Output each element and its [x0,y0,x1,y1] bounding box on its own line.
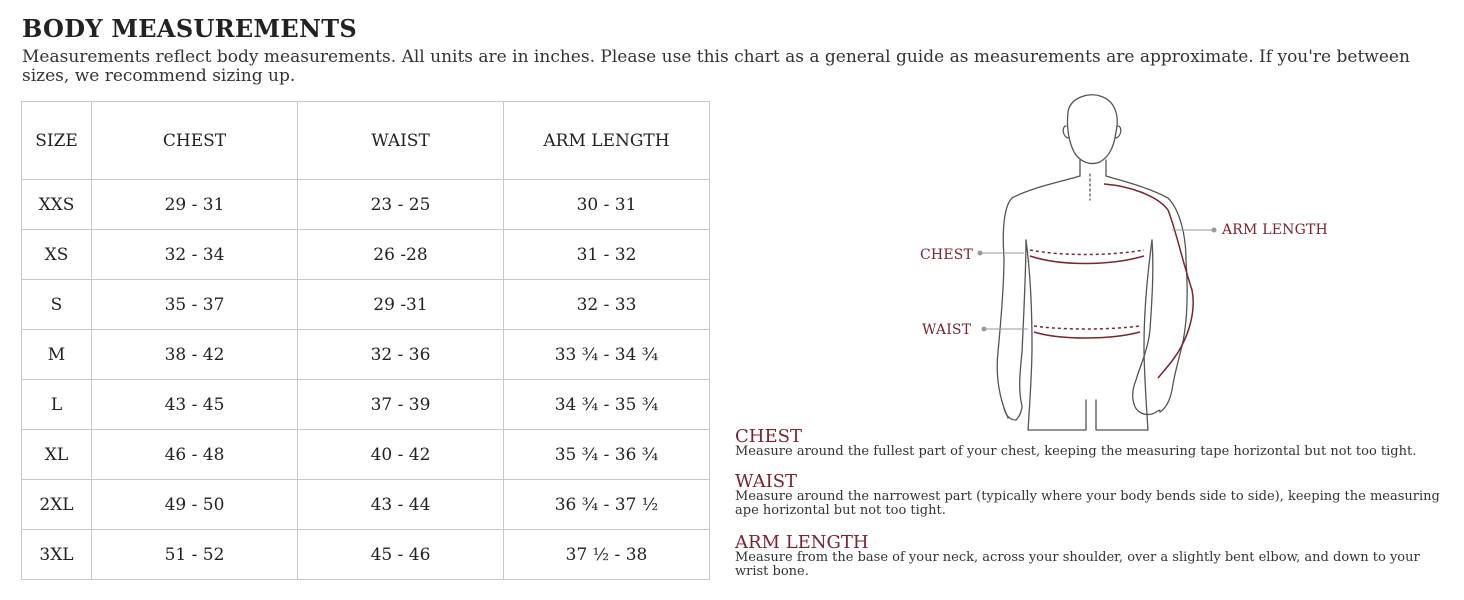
cell-chest: 51 - 52 [92,530,298,580]
cell-arm-length: 37 ½ - 38 [504,530,710,580]
guide-chest [735,428,1445,459]
cell-arm-length: 31 - 32 [504,230,710,280]
cell-waist: 23 - 25 [298,180,504,230]
cell-arm-length: 33 ¾ - 34 ¾ [504,330,710,380]
body-figure [900,90,1340,440]
cell-chest: 32 - 34 [92,230,298,280]
cell-waist: 45 - 46 [298,530,504,580]
cell-size: 2XL [22,480,92,530]
guide-waist [735,473,1445,518]
body-silhouette-icon [900,90,1340,440]
header-arm-length: ARM LENGTH [504,102,710,180]
table-row [22,180,710,230]
header-chest: CHEST [92,102,298,180]
guide-arm-length [735,534,1445,579]
cell-arm-length: 30 - 31 [504,180,710,230]
cell-size: XS [22,230,92,280]
cell-chest: 29 - 31 [92,180,298,230]
cell-waist: 43 - 44 [298,480,504,530]
header-size: SIZE [22,102,92,180]
waist-label: WAIST [922,322,972,338]
header-waist: WAIST [298,102,504,180]
cell-size: XXS [22,180,92,230]
table-row [22,280,710,330]
page-title: BODY MEASUREMENTS [22,14,358,43]
cell-arm-length: 35 ¾ - 36 ¾ [504,430,710,480]
table-row [22,330,710,380]
table-header-row [22,102,710,180]
cell-chest: 49 - 50 [92,480,298,530]
cell-size: XL [22,430,92,480]
cell-size: L [22,380,92,430]
intro-text: Measurements reflect body measurements. All units are in inches. Please use this chart as a general guide as measurements are approximate. If you're between sizes, we recommend sizing up. [22,47,1410,86]
cell-chest: 38 - 42 [92,330,298,380]
table-row [22,230,710,280]
cell-size: M [22,330,92,380]
table-row [22,430,710,480]
cell-chest: 43 - 45 [92,380,298,430]
table-row [22,480,710,530]
guide-chest-title: CHEST [735,426,802,447]
cell-waist: 37 - 39 [298,380,504,430]
cell-waist: 32 - 36 [298,330,504,380]
cell-size: 3XL [22,530,92,580]
cell-arm-length: 34 ¾ - 35 ¾ [504,380,710,430]
size-chart-table [21,101,710,580]
guide-arm-length-title: ARM LENGTH [735,532,869,553]
table-row [22,380,710,430]
cell-size: S [22,280,92,330]
cell-waist: 26 -28 [298,230,504,280]
cell-waist: 40 - 42 [298,430,504,480]
cell-arm-length: 32 - 33 [504,280,710,330]
cell-arm-length: 36 ¾ - 37 ½ [504,480,710,530]
chest-label: CHEST [920,247,974,263]
guide-waist-text: Measure around the narrowest part (typically where your body bends side to side), keeping the measuring ape horizontal but not too tight. [735,489,1440,518]
arm-length-label: ARM LENGTH [1222,222,1328,238]
guide-chest-text: Measure around the fullest part of your chest, keeping the measuring tape horizontal but not too tight. [735,444,1417,459]
guide-waist-title: WAIST [735,471,798,492]
table-row [22,530,710,580]
cell-chest: 35 - 37 [92,280,298,330]
guide-arm-length-text: Measure from the base of your neck, across your shoulder, over a slightly bent elbow, and down to your wrist bone. [735,550,1420,579]
cell-chest: 46 - 48 [92,430,298,480]
cell-waist: 29 -31 [298,280,504,330]
